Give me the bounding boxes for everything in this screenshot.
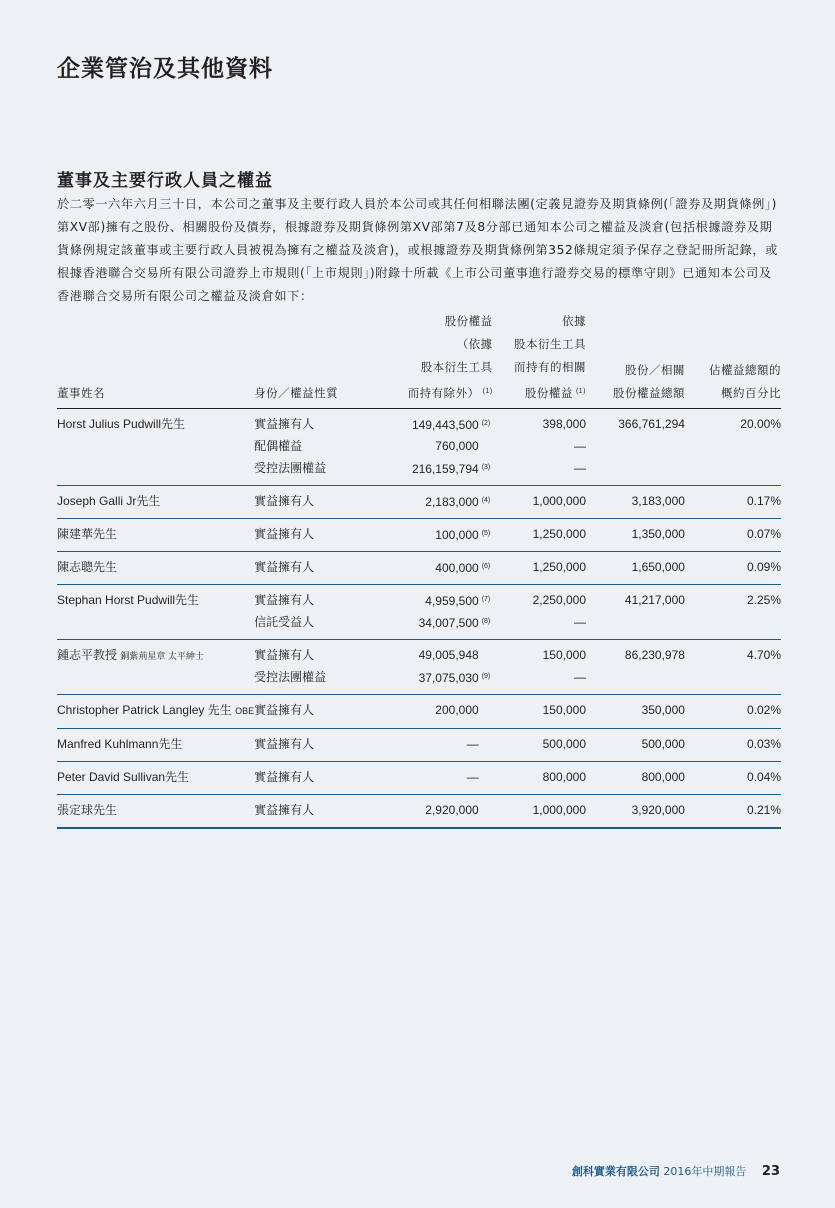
derivative-value: — — [574, 615, 586, 629]
director-name-cell — [57, 585, 254, 640]
table-row — [57, 762, 781, 795]
capacity-cell — [254, 695, 351, 729]
total-value: 3,920,000 — [631, 803, 685, 817]
shares-value: — — [466, 770, 479, 784]
director-name-cell — [57, 695, 254, 729]
percent-value: 0.07% — [746, 527, 781, 541]
percent-value: 0.21% — [746, 803, 781, 817]
capacity-cell — [254, 640, 351, 695]
table-row — [57, 795, 781, 829]
director-name: 鍾志平教授 — [57, 648, 118, 662]
derivative-value: — — [574, 670, 586, 684]
table-row — [57, 486, 781, 519]
total-value: 1,350,000 — [631, 527, 685, 541]
director-name-cell — [57, 640, 254, 695]
derivative-cell — [493, 486, 586, 519]
section-title: 董事及主要行政人員之權益 — [57, 171, 273, 191]
capacity-cell — [254, 409, 351, 486]
director-name: Christopher Patrick Langley 先生 — [57, 703, 232, 717]
director-honours: OBE — [235, 706, 255, 716]
derivative-cell — [493, 552, 586, 585]
total-cell — [586, 519, 685, 552]
derivative-cell — [493, 585, 586, 640]
derivative-value: 150,000 — [542, 703, 586, 717]
percent-cell — [685, 762, 781, 795]
shares-value: 760,000 — [435, 439, 479, 453]
table-row — [57, 640, 781, 695]
capacity-cell — [254, 795, 351, 829]
table-row — [57, 552, 781, 585]
director-name-cell — [57, 409, 254, 486]
shares-cell — [351, 695, 493, 729]
derivative-cell — [493, 640, 586, 695]
intro-paragraph: 於二零一六年六月三十日，本公司之董事及主要行政人員於本公司或其任何相聯法團(定義見證券及期貨條例(「證券及期貨條例」)第XV部)擁有之股份、相關股份及債券，根據證券及期貨條例第XV部第7及8分部已通知本公司之權益及淡倉(包括根據證券及期貨條例規定該董事或主要行政人員被視為擁有之權益及淡倉)，或根據證券及期貨條例第352條規定須予保存之登記冊所記錄，或根據香港聯合交易所有限公司證券上市規則(「上市規則」)附錄十所載《上市公司董事進行證券交易的標準守則》已通知本公司及香港聯合交易所有限公司之權益及淡倉如下： — [57, 197, 778, 303]
director-name: 陳建華先生 — [57, 527, 118, 541]
total-value: 500,000 — [641, 737, 685, 751]
total-value: 41,217,000 — [624, 593, 685, 607]
derivative-cell — [493, 519, 586, 552]
capacity-cell — [254, 552, 351, 585]
director-name-cell — [57, 486, 254, 519]
total-cell — [586, 486, 685, 519]
table-row — [57, 519, 781, 552]
table-row — [57, 729, 781, 762]
footnote-ref: (4) — [481, 497, 491, 504]
capacity-text: 實益擁有人 — [254, 560, 315, 574]
derivative-cell — [493, 729, 586, 762]
shares-value: 400,000 — [435, 561, 479, 575]
derivative-value: 1,000,000 — [532, 803, 586, 817]
total-value: 3,183,000 — [631, 494, 685, 508]
capacity-cell — [254, 729, 351, 762]
header-derivative: 依據 股本衍生工具 而持有的相關 股份權益 $^{(1)}$ — [493, 311, 586, 409]
capacity-text: 實益擁有人 — [254, 803, 315, 817]
percent-cell — [685, 585, 781, 640]
capacity-text: 實益擁有人 — [254, 494, 315, 508]
capacity-text: 受控法團權益 — [254, 670, 327, 684]
percent-cell — [685, 519, 781, 552]
capacity-cell — [254, 585, 351, 640]
header-capacity: 身份／權益性質 — [254, 311, 351, 409]
total-cell — [586, 795, 685, 829]
shares-cell — [351, 585, 493, 640]
capacity-text: 受控法團權益 — [254, 461, 327, 475]
percent-cell — [685, 552, 781, 585]
percent-cell — [685, 695, 781, 729]
percent-value: 20.00% — [740, 417, 781, 431]
shares-value: 149,443,500 — [411, 418, 479, 432]
capacity-text: 配偶權益 — [254, 439, 303, 453]
percent-cell — [685, 795, 781, 829]
capacity-text: 實益擁有人 — [254, 703, 315, 717]
director-name-cell — [57, 795, 254, 829]
capacity-text: 實益擁有人 — [254, 527, 315, 541]
total-cell — [586, 552, 685, 585]
shares-value: — — [466, 737, 479, 751]
percent-value: 0.02% — [746, 703, 781, 717]
footnote-ref: (3) — [481, 464, 491, 471]
percent-value: 4.70% — [746, 648, 781, 662]
capacity-text: 實益擁有人 — [254, 648, 315, 662]
footnote-ref: (9) — [481, 673, 491, 680]
total-value: 1,650,000 — [631, 560, 685, 574]
director-honours: 銅紫荊星章 太平紳士 — [120, 651, 204, 661]
page-title: 企業管治及其他資料 — [57, 56, 273, 82]
director-name: Joseph Galli Jr先生 — [57, 494, 161, 508]
table-row — [57, 695, 781, 729]
director-name-cell — [57, 519, 254, 552]
percent-cell — [685, 640, 781, 695]
derivative-cell — [493, 409, 586, 486]
table-row — [57, 585, 781, 640]
percent-value: 0.17% — [746, 494, 781, 508]
director-name: 陳志聰先生 — [57, 560, 118, 574]
header-name: 董事姓名 — [57, 311, 254, 409]
director-name: 張定球先生 — [57, 803, 118, 817]
total-cell — [586, 729, 685, 762]
total-cell — [586, 409, 685, 486]
derivative-value: 1,250,000 — [532, 560, 586, 574]
shares-cell — [351, 640, 493, 695]
shares-cell — [351, 519, 493, 552]
derivative-value: 800,000 — [542, 770, 586, 784]
footnote-ref: (5) — [481, 530, 491, 537]
director-name: Stephan Horst Pudwill先生 — [57, 593, 200, 607]
derivative-value: 500,000 — [542, 737, 586, 751]
capacity-cell — [254, 762, 351, 795]
capacity-text: 信託受益人 — [254, 615, 315, 629]
derivative-cell — [493, 762, 586, 795]
footnote-ref: (8) — [481, 618, 491, 625]
shares-value: 216,159,794 — [411, 462, 479, 476]
capacity-text: 實益擁有人 — [254, 417, 315, 431]
shares-cell — [351, 409, 493, 486]
percent-cell — [685, 729, 781, 762]
director-name-cell — [57, 729, 254, 762]
shares-cell — [351, 795, 493, 829]
total-cell — [586, 762, 685, 795]
total-cell — [586, 640, 685, 695]
footnote-ref: (7) — [481, 596, 491, 603]
footnote-ref: (2) — [481, 420, 491, 427]
shares-cell — [351, 486, 493, 519]
derivative-value: 1,000,000 — [532, 494, 586, 508]
capacity-cell — [254, 486, 351, 519]
total-cell — [586, 585, 685, 640]
derivative-value: — — [574, 439, 586, 453]
total-value: 86,230,978 — [624, 648, 685, 662]
derivative-cell — [493, 795, 586, 829]
table-body — [57, 409, 781, 829]
percent-cell — [685, 409, 781, 486]
percent-cell — [685, 486, 781, 519]
derivative-value: 150,000 — [542, 648, 586, 662]
shares-value: 100,000 — [435, 528, 479, 542]
shares-value: 37,075,030 — [418, 671, 479, 685]
header-shares: 股份權益 （依據 股本衍生工具 而持有除外） $^{(1)}$ — [351, 311, 493, 409]
shares-value: 34,007,500 — [418, 616, 479, 630]
page-footer — [572, 1163, 780, 1179]
total-cell — [586, 695, 685, 729]
percent-value: 0.04% — [746, 770, 781, 784]
shares-value: 2,183,000 — [425, 495, 479, 509]
percent-value: 2.25% — [746, 593, 781, 607]
total-value: 350,000 — [641, 703, 685, 717]
director-name-cell — [57, 762, 254, 795]
shares-cell — [351, 552, 493, 585]
capacity-text: 實益擁有人 — [254, 593, 315, 607]
director-name: Peter David Sullivan先生 — [57, 770, 190, 784]
shares-value: 49,005,948 — [418, 648, 479, 662]
header-percent: 佔權益總額的 概約百分比 — [685, 311, 781, 409]
capacity-text: 實益擁有人 — [254, 737, 315, 751]
capacity-cell — [254, 519, 351, 552]
shares-value: 2,920,000 — [425, 803, 479, 817]
header-total: 股份／相關 股份權益總額 — [586, 311, 685, 409]
total-value: 800,000 — [641, 770, 685, 784]
shares-value: 4,959,500 — [425, 594, 479, 608]
table-header-row — [57, 311, 781, 409]
derivative-value: 398,000 — [542, 417, 586, 431]
capacity-text: 實益擁有人 — [254, 770, 315, 784]
shares-value: 200,000 — [435, 703, 479, 717]
director-name: Horst Julius Pudwill先生 — [57, 417, 186, 431]
shares-cell — [351, 729, 493, 762]
shares-cell — [351, 762, 493, 795]
percent-value: 0.03% — [746, 737, 781, 751]
directors-interests-table — [57, 311, 781, 829]
percent-value: 0.09% — [746, 560, 781, 574]
director-name-cell — [57, 552, 254, 585]
derivative-value: 1,250,000 — [532, 527, 586, 541]
footer-report: 2016年中期報告 — [663, 1165, 747, 1178]
derivative-cell — [493, 695, 586, 729]
derivative-value: — — [574, 461, 586, 475]
page-number: 23 — [761, 1164, 780, 1179]
footer-company: 創科實業有限公司 — [571, 1165, 660, 1178]
total-value: 366,761,294 — [618, 417, 685, 431]
director-name: Manfred Kuhlmann先生 — [57, 737, 183, 751]
footnote-ref: (6) — [481, 563, 491, 570]
table-row — [57, 409, 781, 486]
derivative-value: 2,250,000 — [532, 593, 586, 607]
